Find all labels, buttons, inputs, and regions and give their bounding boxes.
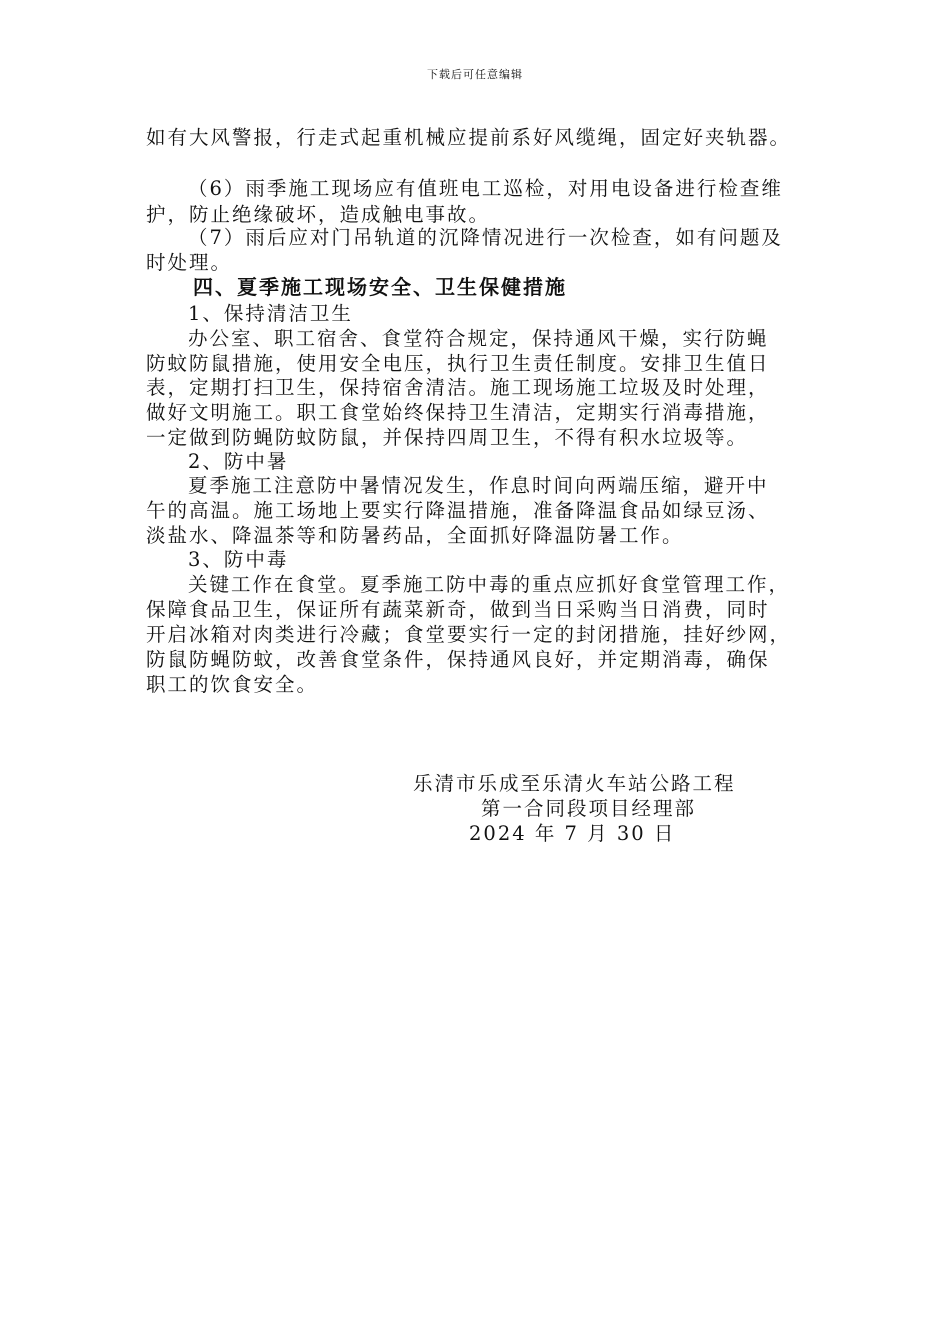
paragraph-line: 表，定期打扫卫生，保持宿舍清洁。施工现场施工垃圾及时处理， xyxy=(146,376,770,399)
paragraph-line: 时处理。 xyxy=(146,251,233,274)
signature-date: 2024 年 7 月 30 日 xyxy=(469,822,676,845)
subsection-title: 1、保持清洁卫生 xyxy=(188,302,353,325)
paragraph-line: 一定做到防蝇防蚊防鼠，并保持四周卫生，不得有积水垃圾等。 xyxy=(146,426,749,449)
paragraph-line: 保障食品卫生，保证所有蔬菜新奇，做到当日采购当日消费，同时 xyxy=(146,598,770,621)
paragraph-line: 办公室、职工宿舍、食堂符合规定，保持通风干燥，实行防蝇 xyxy=(188,327,769,350)
paragraph-line: 午的高温。施工场地上要实行降温措施，准备降温食品如绿豆汤、 xyxy=(146,499,770,522)
paragraph-line: 防鼠防蝇防蚊，改善食堂条件，保持通风良好，并定期消毒，确保 xyxy=(146,648,770,671)
paragraph-line: 淡盐水、降温茶等和防暑药品，全面抓好降温防暑工作。 xyxy=(146,524,684,547)
paragraph-line: 做好文明施工。职工食堂始终保持卫生清洁，定期实行消毒措施， xyxy=(146,401,770,424)
signature-organization: 乐清市乐成至乐清火车站公路工程 xyxy=(413,772,736,795)
page-header: 下载后可任意编辑 xyxy=(427,68,523,81)
section-heading: 四、夏季施工现场安全、卫生保健措施 xyxy=(193,275,567,299)
paragraph-line: 防蚊防鼠措施，使用安全电压，执行卫生责任制度。安排卫生值日 xyxy=(146,352,770,375)
paragraph-line: 夏季施工注意防中暑情况发生，作息时间向两端压缩，避开中 xyxy=(188,474,769,497)
paragraph-line: 职工的饮食安全。 xyxy=(146,673,319,696)
paragraph-line: 关键工作在食堂。夏季施工防中毒的重点应抓好食堂管理工作， xyxy=(188,573,791,596)
subsection-title: 3、防中毒 xyxy=(188,548,289,571)
paragraph-line: 开启冰箱对肉类进行冷藏；食堂要实行一定的封闭措施，挂好纱网， xyxy=(146,623,792,646)
paragraph-line: 如有大风警报，行走式起重机械应提前系好风缆绳，固定好夹轨器。 xyxy=(146,126,792,149)
paragraph-line: （7）雨后应对门吊轨道的沉降情况进行一次检查，如有问题及 xyxy=(188,226,783,249)
paragraph-line: （6）雨季施工现场应有值班电工巡检，对用电设备进行检查维 xyxy=(188,177,783,200)
signature-department: 第一合同段项目经理部 xyxy=(481,797,697,820)
paragraph-line: 护，防止绝缘破坏，造成触电事故。 xyxy=(146,203,491,226)
subsection-title: 2、防中暑 xyxy=(188,450,289,473)
